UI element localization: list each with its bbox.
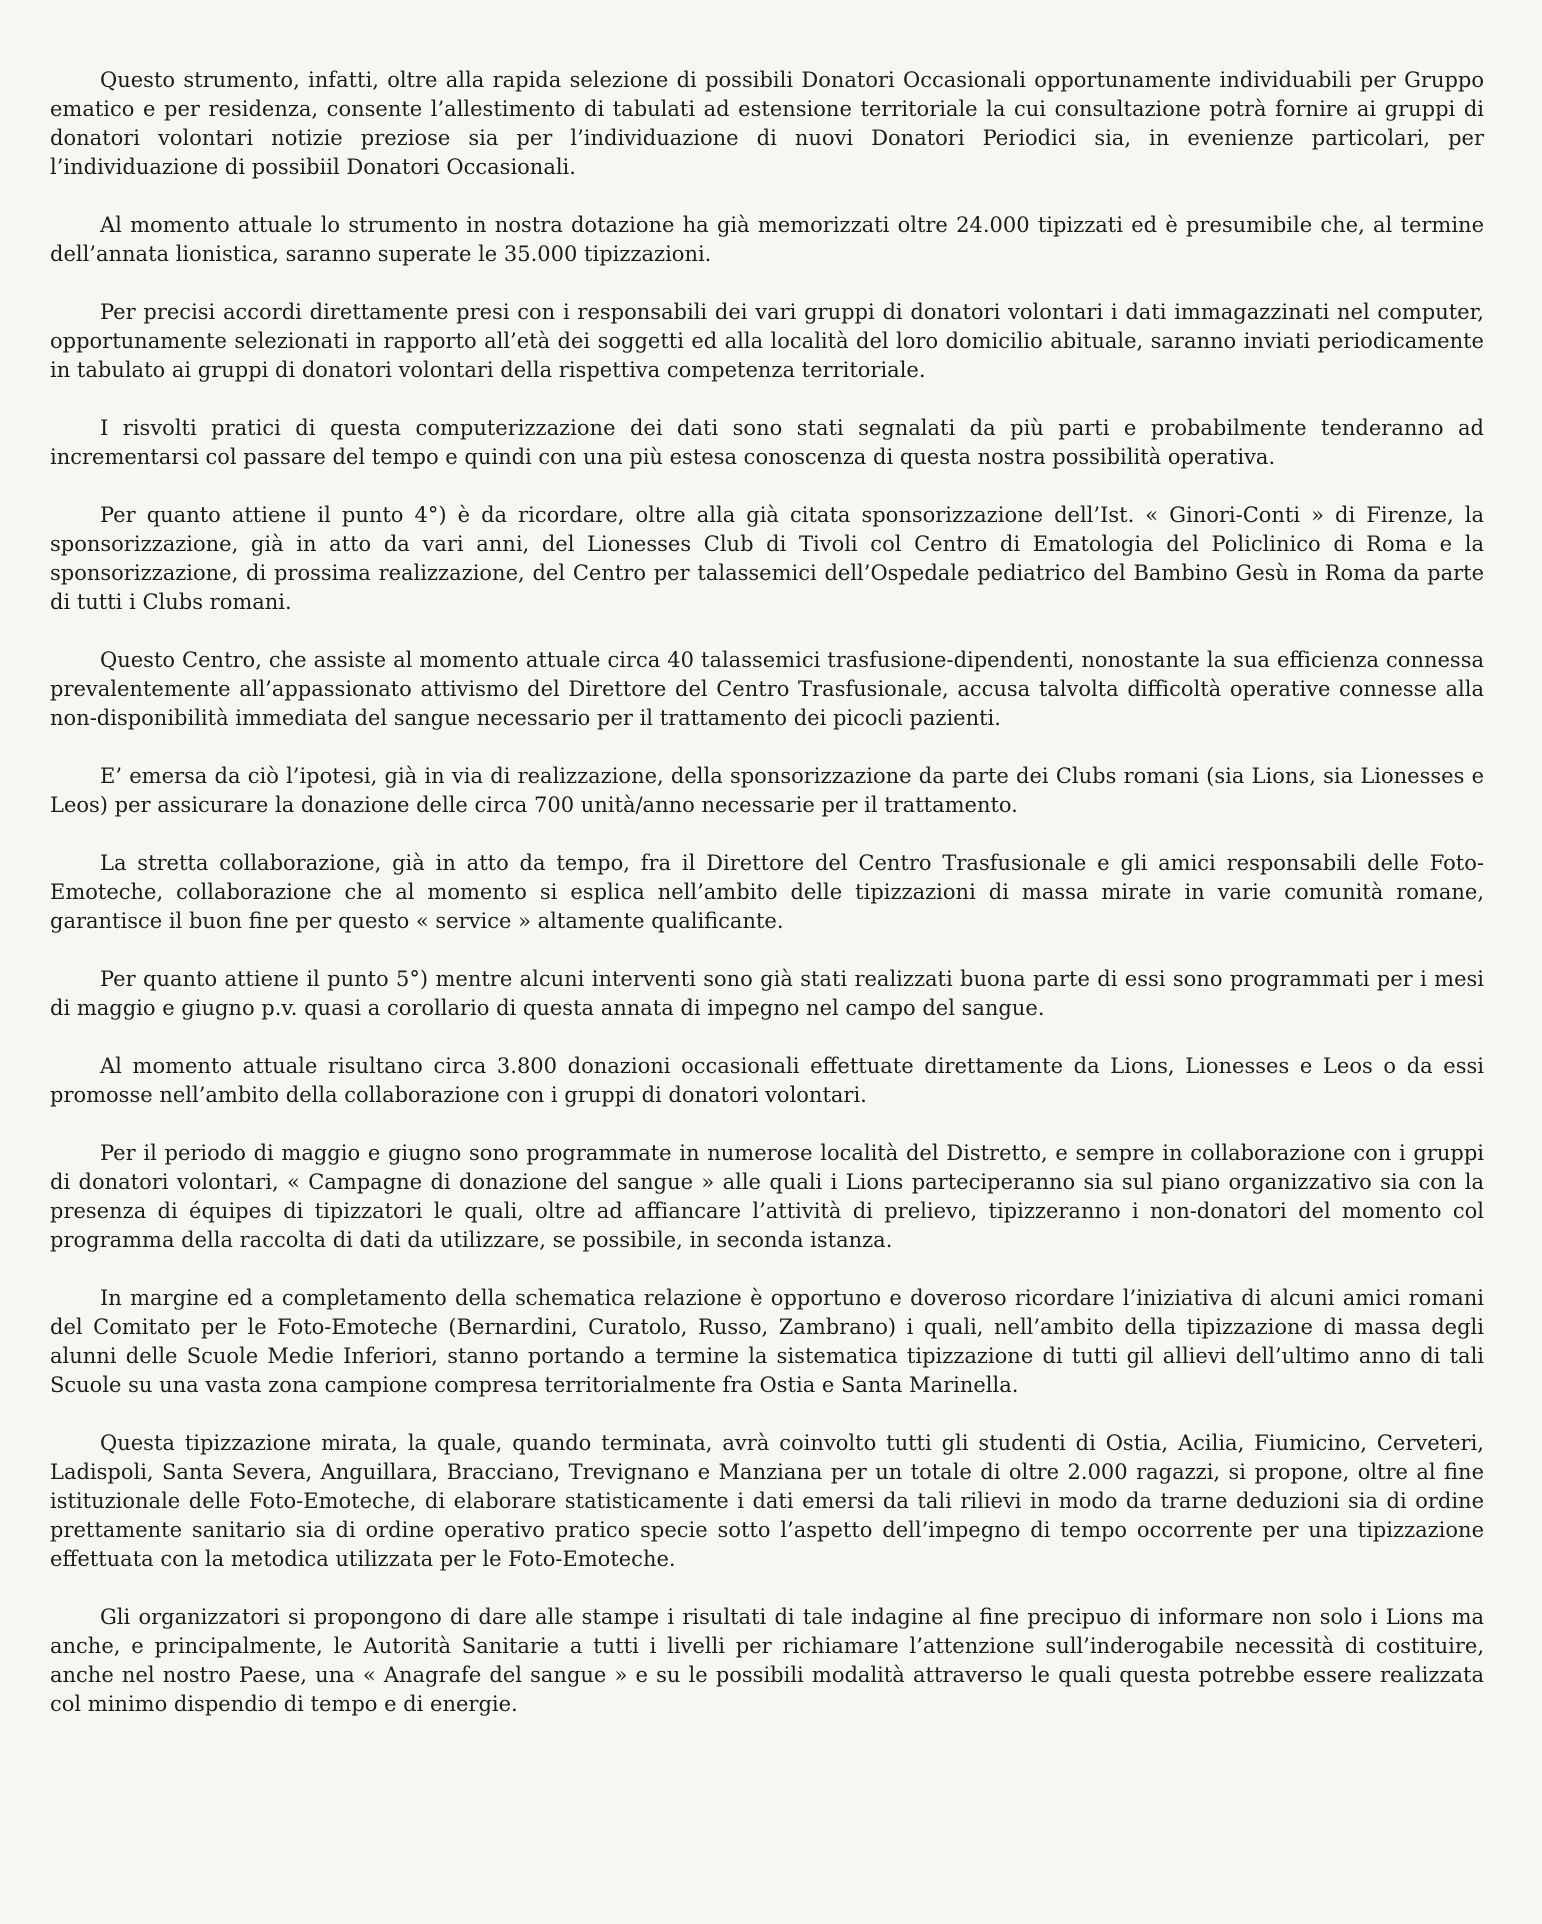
paragraph-11: Per il periodo di maggio e giugno sono programmate in numerose località del Distretto, e sempre in collaborazione con i gruppi di donatori volontari, « Campagne di donazione del sangue » alle quali i Lions parteciperanno sia sul piano organizzativo sia con la presenza di équipes di tipizzatori le quali, oltre ad affiancare l’attività di prelievo, tipizzeranno i non-donatori del momento col programma della raccolta di dati da utilizzare, se possibile, in seconda istanza. (50, 1141, 1484, 1252)
paragraph-12: In margine ed a completamento della schematica relazione è opportuno e doveroso ricordare l’iniziativa di alcuni amici romani del Comitato per le Foto-Emoteche (Bernardini, Curatolo, Russo, Zambrano) i quali, nell’ambito della tipizzazione di massa degli alunni delle Scuole Medie Inferiori, stanno portando a termine la sistematica tipizzazione di tutti gil allievi dell’ultimo anno di tali Scuole su una vasta zona campione compresa territorialmente fra Ostia e Santa Marinella. (50, 1286, 1484, 1397)
paragraph-8: La stretta collaborazione, già in atto da tempo, fra il Direttore del Centro Trasfusionale e gli amici responsabili delle Foto-Emoteche, collaborazione che al momento si esplica nell’ambito delle tipizzazioni di massa mirate in varie comunità romane, garantisce il buon fine per questo « service » altamente qualificante. (50, 851, 1484, 933)
paragraph-13: Questa tipizzazione mirata, la quale, quando terminata, avrà coinvolto tutti gli studenti di Ostia, Acilia, Fiumicino, Cerveteri, Ladispoli, Santa Severa, Anguillara, Bracciano, Trevignano e Manziana per un totale di oltre 2.000 ragazzi, si propone, oltre al fine istituzionale delle Foto-Emoteche, di elaborare statisticamente i dati emersi da tali rilievi in modo da trarne deduzioni sia di ordine prettamente sanitario sia di ordine operativo pratico specie sotto l’aspetto dell’impegno di tempo occorrente per una tipizzazione effettuata con la metodica utilizzata per le Foto-Emoteche. (50, 1431, 1484, 1571)
paragraph-9: Per quanto attiene il punto 5°) mentre alcuni interventi sono già stati realizzati buona parte di essi sono programmati per i mesi di maggio e giugno p.v. quasi a corollario di questa annata di impegno nel campo del sangue. (50, 967, 1484, 1020)
paragraph-5: Per quanto attiene il punto 4°) è da ricordare, oltre alla già citata sponsorizzazione dell’Ist. « Ginori-Conti » di Firenze, la sponsorizzazione, già in atto da vari anni, del Lionesses Club di Tivoli col Centro di Ematologia del Policlinico di Roma e la sponsorizzazione, di prossima realizzazione, del Centro per talassemici dell’Ospedale pediatrico del Bambino Gesù in Roma da parte di tutti i Clubs romani. (50, 503, 1484, 614)
document-page (50, 66, 1484, 1719)
paragraph-10: Al momento attuale risultano circa 3.800 donazioni occasionali effettuate direttamente da Lions, Lionesses e Leos o da essi promosse nell’ambito della collaborazione con i gruppi di donatori volontari. (50, 1054, 1484, 1107)
paragraph-7: E’ emersa da ciò l’ipotesi, già in via di realizzazione, della sponsorizzazione da parte dei Clubs romani (sia Lions, sia Lionesses e Leos) per assicurare la donazione delle circa 700 unità/anno necessarie per il trattamento. (50, 764, 1484, 817)
paragraph-2: Al momento attuale lo strumento in nostra dotazione ha già memorizzati oltre 24.000 tipizzati ed è presumibile che, al termine dell’annata lionistica, saranno superate le 35.000 tipizzazioni. (50, 213, 1484, 266)
paragraph-4: I risvolti pratici di questa computerizzazione dei dati sono stati segnalati da più parti e probabilmente tenderanno ad incrementarsi col passare del tempo e quindi con una più estesa conoscenza di questa nostra possibilità operativa. (50, 416, 1484, 469)
paragraph-14: Gli organizzatori si propongono di dare alle stampe i risultati di tale indagine al fine precipuo di informare non solo i Lions ma anche, e principalmente, le Autorità Sanitarie a tutti i livelli per richiamare l’attenzione sull’inderogabile necessità di costituire, anche nel nostro Paese, una « Anagrafe del sangue » e su le possibili modalità attraverso le quali questa potrebbe essere realizzata col minimo dispendio di tempo e di energie. (50, 1605, 1484, 1716)
paragraph-1: Questo strumento, infatti, oltre alla rapida selezione di possibili Donatori Occasionali opportunamente individuabili per Gruppo ematico e per residenza, consente l’allestimento di tabulati ad estensione territoriale la cui consultazione potrà fornire ai gruppi di donatori volontari notizie preziose sia per l’individuazione di nuovi Donatori Periodici sia, in evenienze particolari, per l’individuazione di possibiil Donatori Occasionali. (50, 68, 1484, 179)
paragraph-3: Per precisi accordi direttamente presi con i responsabili dei vari gruppi di donatori volontari i dati immagazzinati nel computer, opportunamente selezionati in rapporto all’età dei soggetti ed alla località del loro domicilio abituale, saranno inviati periodicamente in tabulato ai gruppi di donatori volontari della rispettiva competenza territoriale. (50, 300, 1484, 382)
paragraph-6: Questo Centro, che assiste al momento attuale circa 40 talassemici trasfusione-dipendenti, nonostante la sua efficienza connessa prevalentemente all’appassionato attivismo del Direttore del Centro Trasfusionale, accusa talvolta difficoltà operative connesse alla non-disponibilità immediata del sangue necessario per il trattamento dei picocli pazienti. (50, 648, 1484, 730)
